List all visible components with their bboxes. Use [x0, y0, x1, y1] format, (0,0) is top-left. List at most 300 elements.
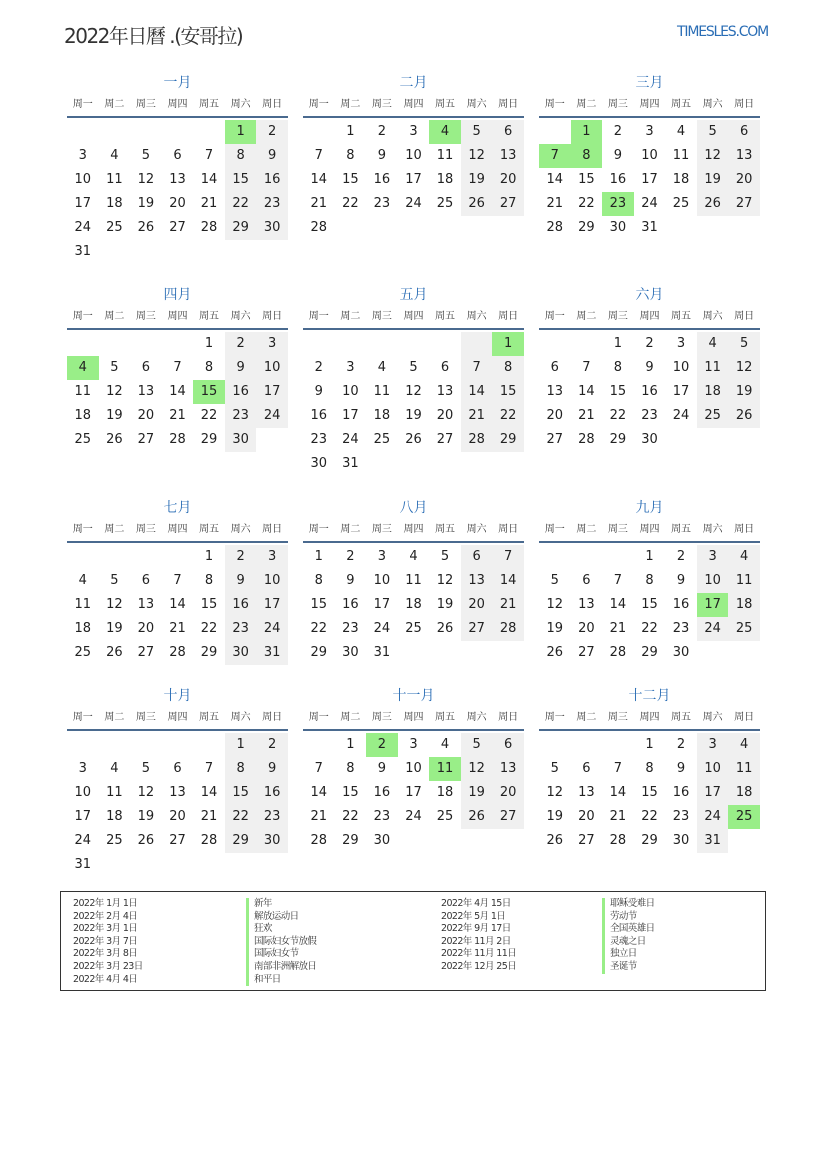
week-row	[303, 757, 524, 781]
day-cell: 18	[74, 621, 92, 636]
empty-cell	[461, 332, 493, 356]
day-cell: 17	[74, 809, 92, 824]
weekday-label: 周五	[435, 524, 456, 535]
header-rule	[303, 116, 524, 118]
day-cell: 24	[672, 408, 690, 423]
day-cell: 23	[256, 805, 288, 829]
empty-cell	[193, 733, 225, 757]
day-cell: 11	[405, 573, 422, 588]
holiday-day-cell: 1	[571, 120, 603, 144]
day-cell: 23	[256, 192, 288, 216]
day-cell: 6	[141, 360, 151, 375]
day-cell: 27	[137, 432, 155, 447]
day-cell: 15	[641, 785, 658, 800]
header-rule	[303, 729, 524, 731]
day-cell: 26	[546, 833, 564, 848]
weekday-label: 周三	[371, 99, 392, 110]
day-cell: 28	[310, 833, 328, 848]
day-cell: 12	[106, 384, 123, 399]
week-row	[303, 805, 524, 829]
day-cell: 6	[141, 573, 151, 588]
day-cell: 21	[609, 809, 627, 824]
day-cell: 18	[373, 408, 391, 423]
header-rule	[303, 328, 524, 330]
day-cell: 9	[645, 360, 654, 375]
holiday-day-cell: 17	[697, 593, 729, 617]
week-row	[539, 733, 760, 757]
day-cell: 31	[342, 456, 359, 471]
day-cell: 21	[578, 408, 595, 423]
day-cell: 22	[641, 809, 658, 824]
day-cell: 22	[225, 805, 257, 829]
day-cell: 20	[169, 196, 186, 211]
weekday-header	[67, 707, 288, 729]
day-cell: 29	[310, 645, 328, 660]
day-cell: 21	[310, 809, 328, 824]
day-cell: 8	[204, 573, 214, 588]
weekday-label: 周五	[671, 99, 692, 110]
day-cell: 23	[641, 408, 658, 423]
weekday-label: 周日	[498, 712, 519, 723]
week-row	[67, 428, 288, 452]
day-cell: 10	[697, 569, 729, 593]
day-cell: 16	[373, 172, 391, 187]
day-cell: 31	[373, 645, 391, 660]
holiday-day-cell: 23	[602, 192, 634, 216]
empty-cell	[398, 332, 430, 356]
day-cell: 24	[641, 196, 658, 211]
day-cell: 26	[436, 621, 454, 636]
day-cell: 30	[672, 833, 690, 848]
day-cell: 14	[169, 384, 186, 399]
empty-cell	[67, 545, 99, 569]
holiday-day-cell: 2	[366, 733, 398, 757]
day-cell: 26	[106, 645, 123, 660]
day-cell: 19	[436, 597, 454, 612]
day-cell: 9	[256, 757, 288, 781]
day-cell: 16	[672, 597, 690, 612]
day-cell: 13	[492, 144, 524, 168]
day-cell: 13	[578, 597, 595, 612]
day-cell: 16	[609, 172, 627, 187]
weekday-label: 周二	[340, 712, 361, 723]
day-cell: 15	[578, 172, 595, 187]
day-cell: 14	[578, 384, 595, 399]
weekday-label: 周五	[199, 524, 220, 535]
week-row	[67, 617, 288, 641]
month-title: 六月	[635, 287, 664, 303]
day-cell: 26	[405, 432, 422, 447]
day-cell: 8	[645, 573, 654, 588]
day-cell: 12	[137, 172, 155, 187]
weekday-label: 周四	[639, 524, 660, 535]
empty-cell	[602, 733, 634, 757]
day-cell: 17	[405, 172, 422, 187]
week-row	[67, 757, 288, 781]
holiday-date: 2022年 11月 11日	[441, 948, 517, 960]
day-cell: 27	[546, 432, 564, 447]
day-cell: 28	[310, 220, 328, 235]
month-6	[539, 284, 760, 452]
day-cell: 30	[641, 432, 658, 447]
day-cell: 30	[225, 641, 257, 665]
holiday-date: 2022年 11月 2日	[441, 935, 511, 947]
week-row	[539, 120, 760, 144]
day-cell: 4	[78, 573, 87, 588]
empty-cell	[398, 641, 430, 665]
weekday-header	[539, 519, 760, 541]
weekday-label: 周六	[466, 99, 487, 110]
empty-cell	[162, 545, 194, 569]
day-cell: 18	[728, 593, 760, 617]
empty-cell	[225, 240, 257, 264]
day-cell: 4	[697, 332, 729, 356]
page-title: 2022年日曆 .(安哥拉)	[64, 24, 243, 48]
day-cell: 17	[342, 408, 359, 423]
day-cell: 3	[409, 124, 418, 139]
day-cell: 5	[440, 549, 450, 564]
header-rule	[539, 328, 760, 330]
weekday-label: 周二	[576, 524, 597, 535]
day-cell: 11	[728, 569, 760, 593]
day-cell: 29	[225, 216, 257, 240]
day-cell: 28	[578, 432, 595, 447]
weekday-header	[67, 306, 288, 328]
weekday-label: 周六	[230, 311, 251, 322]
weekday-label: 周三	[135, 311, 156, 322]
day-cell: 23	[225, 404, 257, 428]
day-cell: 17	[256, 380, 288, 404]
day-cell: 21	[609, 621, 627, 636]
day-cell: 26	[137, 833, 155, 848]
empty-cell	[602, 545, 634, 569]
day-cell: 31	[697, 829, 729, 853]
holiday-date: 2022年 2月 4日	[73, 910, 138, 922]
day-cell: 26	[106, 432, 123, 447]
day-cell: 28	[609, 833, 627, 848]
week-row	[303, 641, 524, 665]
day-cell: 28	[169, 432, 186, 447]
day-cell: 24	[405, 196, 422, 211]
day-cell: 28	[169, 645, 186, 660]
day-cell: 2	[676, 737, 686, 752]
day-cell: 30	[373, 833, 391, 848]
day-cell: 20	[578, 621, 595, 636]
day-cell: 17	[373, 597, 391, 612]
week-row	[539, 617, 760, 641]
weekday-label: 周五	[671, 311, 692, 322]
day-cell: 7	[173, 360, 182, 375]
holiday-name: 灵魂之日	[602, 936, 655, 949]
day-cell: 30	[256, 216, 288, 240]
week-row	[303, 452, 524, 476]
day-cell: 25	[697, 404, 729, 428]
empty-cell	[728, 428, 760, 452]
day-cell: 15	[310, 597, 328, 612]
weekday-label: 周三	[135, 712, 156, 723]
day-cell: 11	[74, 597, 92, 612]
weekday-label: 周二	[340, 524, 361, 535]
day-cell: 28	[492, 617, 524, 641]
day-cell: 31	[74, 857, 92, 872]
day-cell: 7	[314, 761, 323, 776]
day-cell: 14	[310, 785, 328, 800]
month-11	[303, 685, 524, 853]
day-cell: 1	[314, 549, 323, 564]
holiday-day-cell: 15	[193, 380, 225, 404]
day-cell: 9	[676, 761, 686, 776]
day-cell: 26	[546, 645, 564, 660]
day-cell: 6	[440, 360, 450, 375]
empty-cell	[539, 545, 571, 569]
weekday-label: 周二	[104, 524, 125, 535]
week-row	[303, 829, 524, 853]
day-cell: 28	[200, 833, 218, 848]
day-cell: 14	[169, 597, 186, 612]
empty-cell	[728, 641, 760, 665]
day-cell: 17	[256, 593, 288, 617]
holiday-date: 2022年 3月 1日	[73, 923, 138, 935]
empty-cell	[130, 240, 162, 264]
day-cell: 8	[225, 144, 257, 168]
empty-cell	[366, 452, 398, 476]
weekday-label: 周日	[734, 311, 755, 322]
week-row	[303, 356, 524, 380]
day-cell: 5	[461, 120, 493, 144]
day-cell: 30	[256, 829, 288, 853]
day-cell: 4	[676, 124, 686, 139]
day-cell: 1	[346, 737, 355, 752]
empty-cell	[193, 240, 225, 264]
holiday-names-right	[602, 898, 655, 974]
empty-cell	[429, 641, 461, 665]
day-cell: 3	[377, 549, 387, 564]
day-cell: 10	[256, 356, 288, 380]
day-cell: 22	[609, 408, 627, 423]
week-row	[539, 805, 760, 829]
weekday-label: 周六	[230, 524, 251, 535]
month-1	[67, 72, 288, 264]
day-cell: 5	[550, 761, 559, 776]
day-cell: 30	[225, 428, 257, 452]
day-cell: 25	[436, 196, 454, 211]
day-cell: 11	[728, 757, 760, 781]
day-cell: 7	[613, 573, 623, 588]
weekday-header	[303, 94, 524, 116]
weekday-label: 周六	[702, 524, 723, 535]
empty-cell	[429, 452, 461, 476]
day-cell: 5	[110, 573, 119, 588]
weekday-label: 周三	[371, 311, 392, 322]
empty-cell	[539, 120, 571, 144]
week-row	[303, 168, 524, 192]
week-row	[539, 380, 760, 404]
day-cell: 28	[461, 428, 493, 452]
holiday-dates-left	[73, 898, 143, 986]
week-row	[539, 545, 760, 569]
weekday-label: 周二	[576, 99, 597, 110]
day-cell: 8	[492, 356, 524, 380]
day-cell: 15	[492, 380, 524, 404]
week-row	[303, 216, 524, 240]
day-cell: 27	[492, 192, 524, 216]
day-cell: 29	[609, 432, 627, 447]
day-cell: 4	[728, 545, 760, 569]
day-cell: 5	[141, 148, 151, 163]
day-cell: 19	[461, 781, 493, 805]
day-cell: 27	[137, 645, 155, 660]
day-cell: 9	[225, 356, 257, 380]
week-row	[67, 120, 288, 144]
day-cell: 26	[137, 220, 155, 235]
day-cell: 6	[173, 761, 182, 776]
day-cell: 3	[256, 332, 288, 356]
holiday-dates-right	[441, 898, 516, 974]
day-cell: 2	[256, 733, 288, 757]
weekday-header	[67, 519, 288, 541]
empty-cell	[461, 452, 493, 476]
day-cell: 21	[169, 621, 186, 636]
week-row	[67, 192, 288, 216]
day-cell: 14	[492, 569, 524, 593]
empty-cell	[225, 853, 257, 877]
holiday-list	[60, 891, 766, 991]
week-row	[303, 593, 524, 617]
holiday-names-left	[246, 898, 316, 986]
week-row	[303, 332, 524, 356]
day-cell: 10	[373, 573, 391, 588]
holiday-name: 国际妇女节放假	[246, 936, 316, 949]
weekday-label: 周二	[340, 311, 361, 322]
month-title: 八月	[399, 500, 428, 516]
empty-cell	[429, 332, 461, 356]
weekday-label: 周六	[466, 712, 487, 723]
day-cell: 11	[106, 785, 123, 800]
week-row	[67, 805, 288, 829]
day-cell: 1	[204, 336, 214, 351]
day-cell: 21	[169, 408, 186, 423]
day-cell: 24	[342, 432, 359, 447]
day-cell: 7	[173, 573, 182, 588]
day-cell: 24	[697, 617, 729, 641]
day-cell: 8	[204, 360, 214, 375]
day-cell: 31	[74, 244, 92, 259]
month-title: 一月	[163, 75, 192, 91]
weekday-label: 周五	[199, 311, 220, 322]
day-cell: 18	[436, 785, 454, 800]
day-cell: 15	[609, 384, 627, 399]
empty-cell	[335, 332, 367, 356]
day-cell: 19	[697, 168, 729, 192]
day-cell: 16	[342, 597, 359, 612]
empty-cell	[130, 332, 162, 356]
day-cell: 1	[346, 124, 355, 139]
day-cell: 1	[645, 737, 654, 752]
site-brand[interactable]: TIMESLES.COM	[677, 24, 768, 40]
day-cell: 3	[78, 148, 87, 163]
weekday-label: 周五	[199, 712, 220, 723]
weekday-label: 周四	[639, 99, 660, 110]
day-cell: 9	[676, 573, 686, 588]
day-cell: 7	[582, 360, 591, 375]
day-cell: 28	[546, 220, 564, 235]
weekday-label: 周四	[167, 99, 188, 110]
day-cell: 21	[492, 593, 524, 617]
day-cell: 5	[461, 733, 493, 757]
day-cell: 21	[310, 196, 328, 211]
empty-cell	[539, 733, 571, 757]
empty-cell	[67, 120, 99, 144]
holiday-day-cell: 7	[539, 144, 571, 168]
empty-cell	[492, 829, 524, 853]
day-cell: 5	[728, 332, 760, 356]
day-cell: 29	[342, 833, 359, 848]
day-cell: 16	[256, 781, 288, 805]
day-cell: 27	[436, 432, 454, 447]
weekday-label: 周日	[262, 524, 283, 535]
day-cell: 6	[582, 761, 591, 776]
weekday-label: 周四	[403, 712, 424, 723]
day-cell: 25	[728, 617, 760, 641]
week-row	[303, 781, 524, 805]
day-cell: 16	[672, 785, 690, 800]
day-cell: 23	[342, 621, 359, 636]
weekday-label: 周五	[435, 712, 456, 723]
day-cell: 10	[342, 384, 359, 399]
holiday-day-cell: 1	[492, 332, 524, 356]
month-4	[67, 284, 288, 452]
week-row	[67, 593, 288, 617]
empty-cell	[303, 120, 335, 144]
day-cell: 14	[461, 380, 493, 404]
day-cell: 19	[546, 809, 564, 824]
day-cell: 24	[256, 404, 288, 428]
day-cell: 22	[578, 196, 595, 211]
week-row	[303, 428, 524, 452]
day-cell: 15	[342, 785, 359, 800]
empty-cell	[303, 332, 335, 356]
day-cell: 13	[137, 597, 155, 612]
day-cell: 12	[546, 785, 564, 800]
empty-cell	[99, 120, 131, 144]
week-row	[67, 404, 288, 428]
day-cell: 6	[492, 120, 524, 144]
header-rule	[539, 541, 760, 543]
holiday-date: 2022年 12月 25日	[441, 960, 517, 972]
weekday-label: 周三	[607, 99, 628, 110]
weekday-label: 周二	[576, 712, 597, 723]
weekday-label: 周一	[72, 712, 93, 723]
empty-cell	[130, 545, 162, 569]
empty-cell	[728, 829, 760, 853]
day-cell: 16	[225, 593, 257, 617]
empty-cell	[665, 216, 697, 240]
holiday-date: 2022年 1月 1日	[73, 898, 138, 909]
day-cell: 7	[613, 761, 623, 776]
day-cell: 3	[676, 336, 686, 351]
empty-cell	[99, 853, 131, 877]
week-row	[67, 733, 288, 757]
week-row	[303, 545, 524, 569]
day-cell: 27	[578, 833, 595, 848]
day-cell: 12	[137, 785, 155, 800]
day-cell: 13	[578, 785, 595, 800]
month-title: 三月	[635, 75, 664, 91]
day-cell: 6	[461, 545, 493, 569]
weekday-label: 周日	[734, 712, 755, 723]
day-cell: 28	[609, 645, 627, 660]
day-cell: 11	[697, 356, 729, 380]
